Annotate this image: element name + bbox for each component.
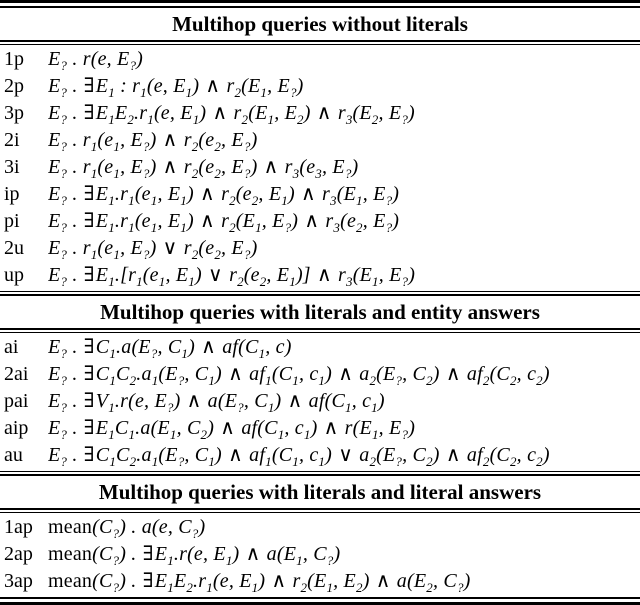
query-type-label: 3i [4,156,20,178]
table-row [0,208,640,235]
table-row [0,73,640,100]
query-formula: $E_?$ . r(e, $E_?$) [48,48,144,73]
query-formula: $E_?$ . $\exists C_1C_2.a_1(E_?$, $C_1$) ∧ $af_1(C_1$, $c_1$) ∧ $a_2(E_?$, $C_2$) ∧ $af_2(C_2$, $c_2$) [48,363,550,388]
query-type-label: pi [4,210,20,232]
table-row [0,262,640,289]
section-header-literal-answers: Multihop queries with literals and literal answers [98,480,542,504]
query-formula: $E_?$ . $\exists E_1.r_1(e_1$, $E_1$) ∧ $r_2(E_1$, $E_?$) ∧ $r_3(e_2$, $E_?$) [48,210,400,235]
query-formula: $mean(C_?)$ . $\exists E_1E_2.r_1(e$, $E_1$) ∧ $r_2(E_1$, $E_2$) ∧ $a(E_2$, $C_?$) [48,570,471,595]
section-header-entity-answers: Multihop queries with literals and entity answers [100,300,540,324]
query-formula: $E_?$ . $\exists E_1.[r_1(e_1$, $E_1$) ∨ $r_2(e_2$, $E_1$)] ∧ $r_3(E_1$, $E_?$) [48,264,416,289]
query-formula: $E_?$ . $r_1(e_1$, $E_?$) ∧ $r_2(e_2$, $E_?$) ∧ $r_3(e_3$, $E_?$) [48,156,359,181]
query-type-label: 3p [4,102,24,124]
query-type-label: 2i [4,129,20,151]
section-header-without-literals: Multihop queries without literals [172,12,468,36]
query-type-label: 2ai [4,363,29,385]
table-row [0,568,640,595]
query-type-label: 1p [4,48,24,70]
top-rule [0,0,640,8]
table-row [0,235,640,262]
query-formula: $E_?$ . $\exists E_1E_2.r_1(e$, $E_1$) ∧ $r_2(E_1$, $E_2$) ∧ $r_3(E_2$, $E_?$) [48,102,415,127]
query-formula: $E_?$ . $\exists E_1C_1.a(E_1$, $C_2$) ∧ $af(C_1$, $c_1$) ∧ $r(E_1$, $E_?$) [48,417,416,442]
table-row [0,154,640,181]
query-formula: $E_?$ . $\exists E_1$ : $r_1(e$, $E_1$) ∧ $r_2(E_1$, $E_?$) [48,75,304,100]
query-type-label: up [4,264,24,286]
table-row [0,541,640,568]
query-formula: $mean(C_?)$ . $\exists E_1.r(e$, $E_1$) ∧ $a(E_1$, $C_?$) [48,543,341,568]
query-type-label: aip [4,417,29,439]
section-rows-literal-answers [0,513,640,597]
query-formula: $E_?$ . $r_1(e_1$, $E_?$) ∧ $r_2(e_2$, $E_?$) [48,129,258,154]
table-row [0,334,640,361]
table-row [0,361,640,388]
query-formula: $E_?$ . $\exists C_1C_2.a_1(E_?$, $C_1$) ∧ $af_1(C_1$, $c_1$) ∨ $a_2(E_?$, $C_2$) ∧ $af_2(C_2$, $c_2$) [48,444,550,469]
query-type-label: pai [4,390,29,412]
query-type-label: 3ap [4,570,33,592]
query-type-label: 1ap [4,516,33,538]
query-formula: $E_?$ . $\exists E_1.r_1(e_1$, $E_1$) ∧ $r_2(e_2$, $E_1$) ∧ $r_3(E_1$, $E_?$) [48,183,400,208]
query-type-label: au [4,444,23,466]
table-row [0,388,640,415]
table-row [0,415,640,442]
query-formula: $E_?$ . $\exists V_1.r(e$, $E_?$) ∧ $a(E_?$, $C_1$) ∧ $af(C_1$, $c_1$) [48,390,385,415]
table-row [0,442,640,469]
query-type-label: 2ap [4,543,33,565]
table-row [0,127,640,154]
table-row [0,514,640,541]
table-row [0,46,640,73]
table-row [0,181,640,208]
section-rows-without-literals [0,45,640,291]
query-type-label: ai [4,336,19,358]
query-formula: $mean(C_?)$ . a(e, $C_?$) [48,516,206,541]
section-rows-entity-answers [0,333,640,471]
query-type-label: ip [4,183,20,205]
query-formula: $E_?$ . $r_1(e_1$, $E_?$) ∨ $r_2(e_2$, $E_?$) [48,237,258,262]
table-row [0,100,640,127]
query-type-label: 2u [4,237,24,259]
query-formula: $E_?$ . $\exists C_1.a(E_?$, $C_1$) ∧ $af(C_1$, c) [48,336,292,361]
bottom-rule [0,597,640,605]
query-type-label: 2p [4,75,24,97]
